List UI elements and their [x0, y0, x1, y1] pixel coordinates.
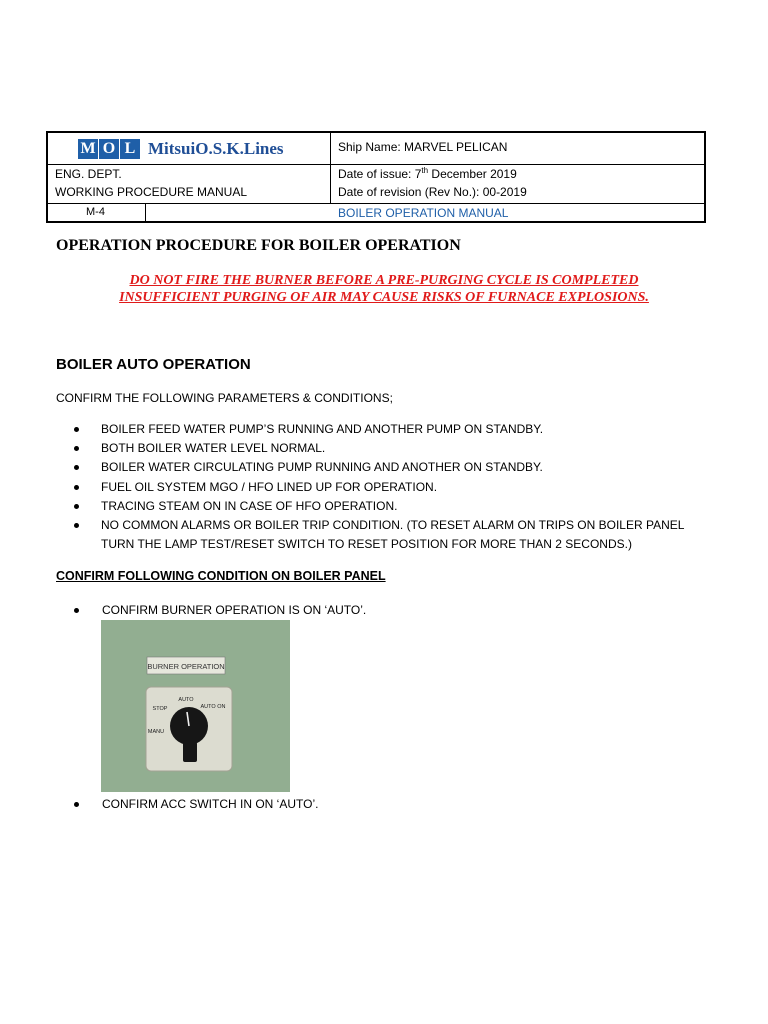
stop-label: STOP: [152, 706, 168, 712]
bullet-icon: [74, 523, 79, 528]
issue-date: Date of issue: 7th December 2019: [338, 166, 517, 181]
bullet-icon: [74, 427, 79, 432]
ship-name: Ship Name: MARVEL PELICAN: [338, 140, 508, 154]
bullet-icon: [74, 465, 79, 470]
department: ENG. DEPT.: [55, 167, 122, 181]
conditions-list: [74, 420, 701, 554]
list-item: FUEL OIL SYSTEM MGO / HFO LINED UP FOR OPERATION.: [74, 478, 701, 497]
bullet-icon: [74, 802, 79, 807]
list-item: BOTH BOILER WATER LEVEL NORMAL.: [74, 439, 701, 458]
warning-line-2: INSUFFICIENT PURGING OF AIR MAY CAUSE RISKS OF FURNACE EXPLOSIONS.: [119, 290, 649, 305]
list-item: BOILER FEED WATER PUMP’S RUNNING AND ANOTHER PUMP ON STANDBY.: [74, 420, 701, 439]
bullet-icon: [74, 446, 79, 451]
manual-label: MANU: [147, 729, 165, 735]
panel-heading: CONFIRM FOLLOWING CONDITION ON BOILER PANEL: [56, 569, 386, 583]
list-item: NO COMMON ALARMS OR BOILER TRIP CONDITION. (TO RESET ALARM ON TRIPS ON BOILER PANEL TURN THE LAMP TEST/RESET SWITCH TO RESET POSITION FOR MORE THAN 2 SECONDS.): [74, 516, 701, 554]
page-title: OPERATION PROCEDURE FOR BOILER OPERATION: [56, 237, 461, 254]
auto-on-label: AUTO ON: [200, 704, 226, 710]
mol-logo: M O L MitsuiO.S.K.Lines: [78, 137, 284, 161]
section-heading: BOILER AUTO OPERATION: [56, 356, 251, 373]
company-name: MitsuiO.S.K.Lines: [148, 139, 284, 158]
intro-text: CONFIRM THE FOLLOWING PARAMETERS & CONDITIONS;: [56, 391, 393, 405]
document-header-table: [46, 131, 706, 223]
plate-label: BURNER OPERATION: [147, 662, 225, 671]
auto-label: AUTO: [178, 697, 194, 703]
warning-line-1: DO NOT FIRE THE BURNER BEFORE A PRE-PURGING CYCLE IS COMPLETED: [129, 273, 639, 288]
manual-code: M-4: [86, 206, 105, 218]
list-item: BOILER WATER CIRCULATING PUMP RUNNING AND ANOTHER ON STANDBY.: [74, 458, 701, 477]
section-name: BOILER OPERATION MANUAL: [338, 206, 509, 220]
bullet-icon: [74, 608, 79, 613]
manual-type: WORKING PROCEDURE MANUAL: [55, 185, 248, 199]
bullet-icon: [74, 485, 79, 490]
bullet-icon: [74, 504, 79, 509]
list-item: TRACING STEAM ON IN CASE OF HFO OPERATION.: [74, 497, 701, 516]
revision-date: Date of revision (Rev No.): 00-2019: [338, 185, 527, 199]
burner-operation-photo: [101, 620, 290, 792]
